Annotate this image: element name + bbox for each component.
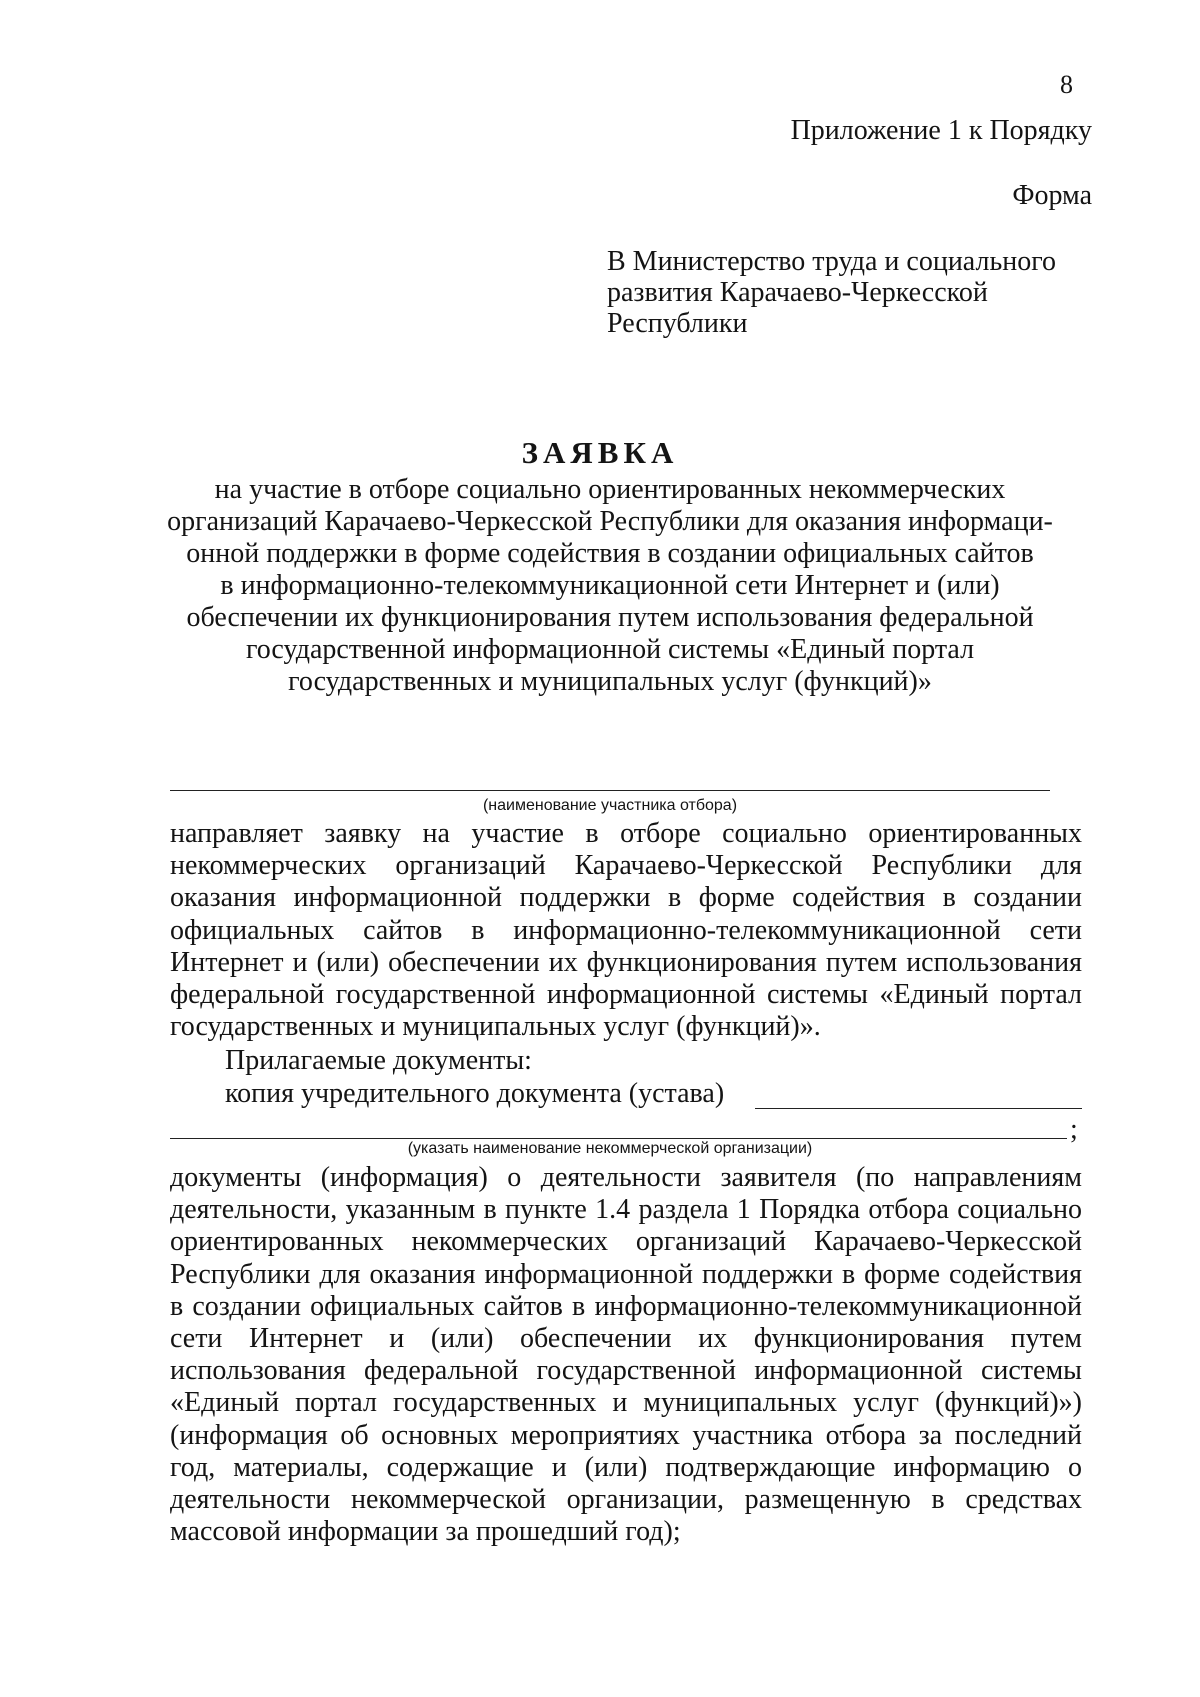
- addressee-line: Республики: [607, 308, 748, 339]
- body-paragraph-1: направляет заявку на участие в отборе социально ориентированных некоммерческих организаций Карачаево-Черкесской Республики для оказания информационной поддержки в форме содействия в создании официальных сайтов в информационно-телекоммуникационной сети Интернет и (или) обеспечении их функционирования путем использования федеральной государственной информационной системы «Единый портал государственных и муниципальных услуг (функций)».: [170, 818, 1082, 1043]
- subtitle-line: онной поддержки в форме содействия в создании официальных сайтов: [186, 538, 1034, 569]
- subtitle-line: организаций Карачаево-Черкесской Республики для оказания информаци-: [167, 506, 1053, 537]
- participant-name-hint: (наименование участника отбора): [482, 797, 738, 814]
- appendix-label: Приложение 1 к Порядку: [790, 115, 1092, 146]
- subtitle-line: в информационно-телекоммуникационной сети Интернет и (или): [220, 570, 1000, 601]
- organization-name-hint: (указать наименование некоммерческой организации): [407, 1140, 813, 1157]
- document-title: ЗАЯВКА: [521, 435, 679, 470]
- charter-copy-label: копия учредительного документа (устава): [225, 1078, 725, 1109]
- addressee-line: развития Карачаево-Черкесской: [607, 277, 988, 308]
- organization-name-field-line[interactable]: [170, 1138, 1067, 1139]
- form-label: Форма: [1012, 180, 1092, 211]
- subtitle-line: обеспечении их функционирования путем использования федеральной: [186, 602, 1034, 633]
- field-semicolon: ;: [1070, 1114, 1078, 1145]
- subtitle-line: на участие в отборе социально ориентированных некоммерческих: [214, 474, 1006, 505]
- document-subtitle: [140, 474, 1080, 698]
- participant-name-field-line[interactable]: [170, 790, 1050, 791]
- subtitle-line: государственной информационной системы «Единый портал: [245, 634, 975, 665]
- addressee-line: В Министерство труда и социального: [607, 246, 1056, 277]
- subtitle-line: государственных и муниципальных услуг (функций)»: [288, 666, 932, 697]
- addressee-block: [607, 246, 1087, 339]
- body-paragraph-2: документы (информация) о деятельности заявителя (по направлениям деятельности, указанным в пункте 1.4 раздела 1 Порядка отбора социально ориентированных некоммерческих организаций Карачаево-Черкесской Республики для оказания информационной поддержки в форме содействия в создании официальных сайтов в информационно-телекоммуникационной сети Интернет и (или) обеспечении их функционирования путем использования федеральной государственной информационной системы «Единый портал государственных и муниципальных услуг (функций)») (информация об основных мероприятиях участника отбора за последний год, материалы, содержащие и (или) подтверждающие информацию о деятельности некоммерческой организации, размещенную в средствах массовой информации за прошедший год);: [170, 1162, 1082, 1548]
- charter-field-line[interactable]: [755, 1108, 1082, 1109]
- page-number: 8: [1060, 70, 1073, 99]
- attached-documents-title: Прилагаемые документы:: [225, 1045, 532, 1076]
